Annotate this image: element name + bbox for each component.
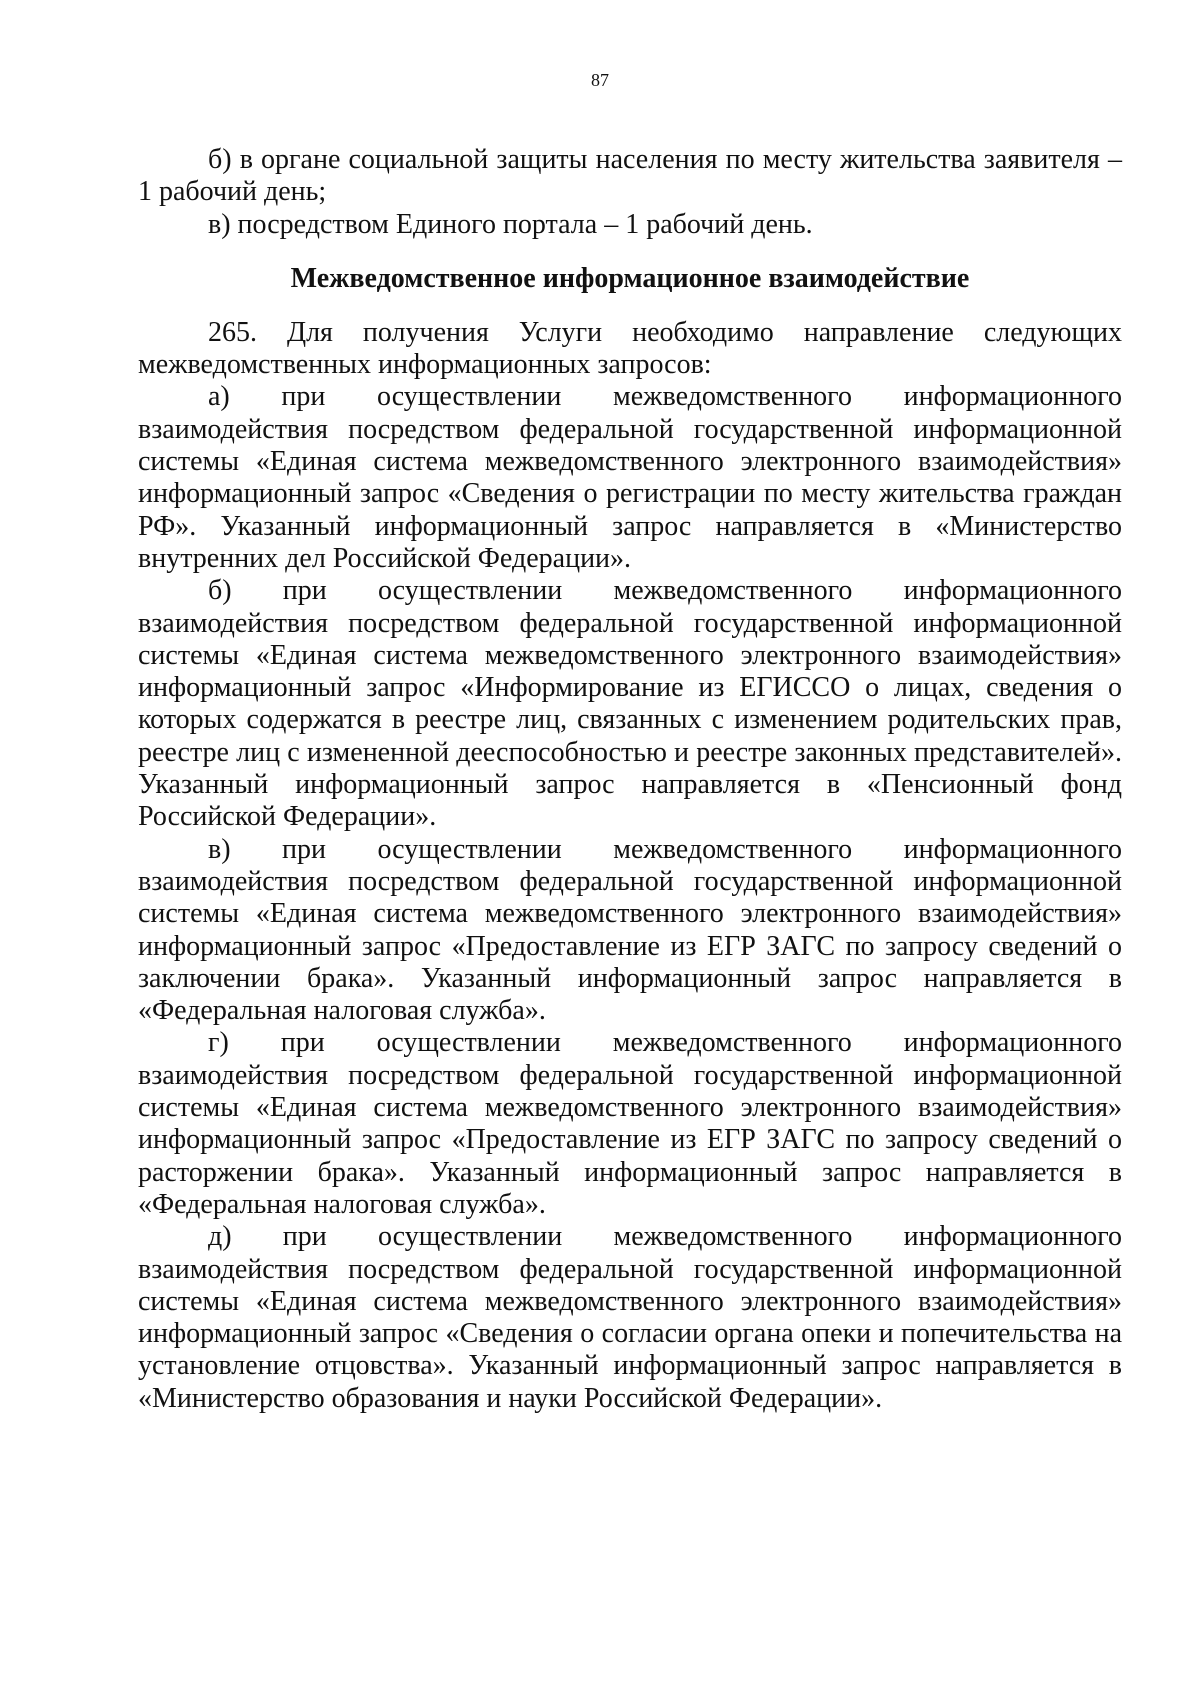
document-body [138, 144, 1122, 1415]
list-item-g: г) при осуществлении межведомственного информационного взаимодействия посредством федеральной государственной информационной системы «Единая система межведомственного электронного взаимодействия» информационный запрос «Предоставление из ЕГР ЗАГС по запросу сведений о расторжении брака». Указанный информационный запрос направляется в «Федеральная налоговая служба». [138, 1027, 1122, 1220]
intro-item-v: в) посредством Единого портала – 1 рабочий день. [208, 208, 813, 240]
section-heading: Межведомственное информационное взаимодействие [290, 262, 970, 294]
page-number: 87 [591, 70, 609, 90]
list-item-a: а) при осуществлении межведомственного информационного взаимодействия посредством федеральной государственной информационной системы «Единая система межведомственного электронного взаимодействия» информационный запрос «Сведения о регистрации по месту жительства граждан РФ». Указанный информационный запрос направляется в «Министерство внутренних дел Российской Федерации». [138, 381, 1122, 574]
clause-265: 265. Для получения Услуги необходимо направление следующих межведомственных информационных запросов: [138, 316, 1122, 381]
list-item-v: в) при осуществлении межведомственного информационного взаимодействия посредством федеральной государственной информационной системы «Единая система межведомственного электронного взаимодействия» информационный запрос «Предоставление из ЕГР ЗАГС по запросу сведений о заключении брака». Указанный информационный запрос направляется в «Федеральная налоговая служба». [138, 833, 1122, 1027]
list-item-b: б) при осуществлении межведомственного информационного взаимодействия посредством федеральной государственной информационной системы «Единая система межведомственного электронного взаимодействия» информационный запрос «Информирование из ЕГИССО о лицах, сведения о которых содержатся в реестре лиц, связанных с изменением родительских прав, реестре лиц с измененной дееспособностью и реестре законных представителей». Указанный информационный запрос направляется в «Пенсионный фонд Российской Федерации». [138, 575, 1122, 833]
list-item-d: д) при осуществлении межведомственного информационного взаимодействия посредством федеральной государственной информационной системы «Единая система межведомственного электронного взаимодействия» информационный запрос «Сведения о согласии органа опеки и попечительства на установление отцовства». Указанный информационный запрос направляется в «Министерство образования и науки Российской Федерации». [138, 1221, 1122, 1414]
intro-item-b: б) в органе социальной защиты населения по месту жительства заявителя – 1 рабочий день; [138, 144, 1122, 208]
